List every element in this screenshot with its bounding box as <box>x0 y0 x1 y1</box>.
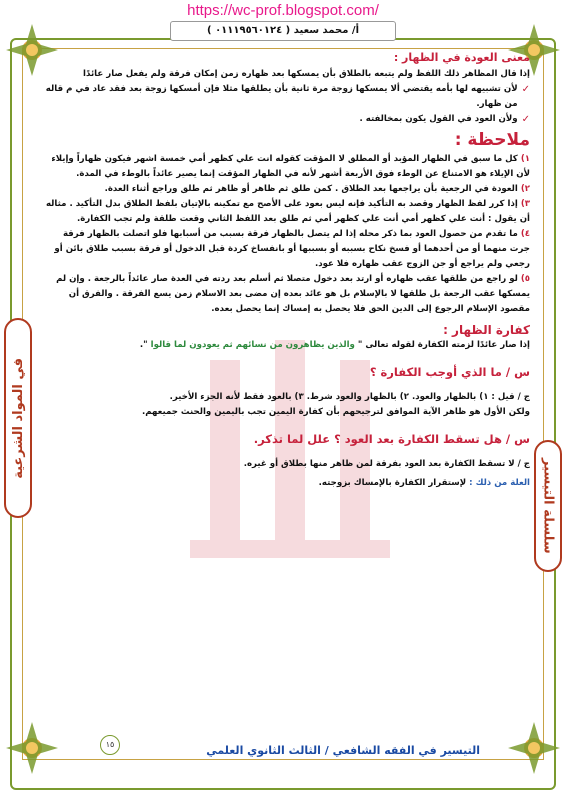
reason-label: العلة من ذلك : <box>469 478 530 488</box>
bullet-text: لأن تشبيهه لها بأمه يقتضي ألا يمسكها زوجة مرة ثانية بأن يطلقها مثلا فإن أمسكها زوجة بعد فقد عاد في م قاله من ظهار. <box>45 84 518 109</box>
list-item <box>40 82 530 112</box>
list-item <box>40 112 530 127</box>
side-tab-subjects <box>4 318 32 518</box>
note-item: ٥) لو راجع من طلقها عقب ظهاره أو ارتد بعد دخول متصلا ثم أسلم بعد ردته في العدة صار عائداً بالرجعة . وإن لم يمسكها عقب الرجعة بل طلقها لا بالإسلام بل هو عائد بعده إن مضى بعد الاسلام زمن يسع الفرقة . والفرق أن مقصود الإسلام الرجوع إلى الدين الحق فلا يحصل به إمساك إنما يحصل بعده. <box>56 274 530 314</box>
note-item: ٤) ما تقدم من حصول العود بما ذكر محله إذا لم يتصل بالظهار فرقة بسبب من أسبابها فلو اتصلت بالظهار فرقة جرت منهما أو من أحدهما أو فسخ نكاح بسببه أو بسببها أو بانفساخ كردة قبل الدخول أو فرقة بسبب طلاق بائن أو رجعي ولم يراجع أو جن الزوج عقب ظهاره فلا عود. <box>54 229 530 269</box>
section-title-return-meaning: معنى العودة في الظهار : <box>393 51 530 64</box>
kaffara-text: إذا صار عائدًا لزمته الكفارة لقوله تعالى " والذين يظاهرون من نسائهم ثم يعودون لما قالوا ". <box>139 340 530 350</box>
bullet-text: ولأن العود في القول يكون بمخالفته . <box>359 114 518 124</box>
quran-verse: والذين يظاهرون من نسائهم ثم يعودون لما قالوا <box>147 340 358 350</box>
question-1: س / ما الذي أوجب الكفارة ؟ <box>369 365 530 379</box>
check-icon: ✓ <box>521 84 530 95</box>
answer-2: ج / لا تسقط الكفارة بعد العود بفرقة لمن ظاهر منها بطلاق أو غيره. <box>243 459 530 469</box>
note-item: ٣) إذا كرر لفظ الظهار وقصد به التأكيد فإنه ليس بعود على الأصح مع تمكينه بالإتيان بلفظ الطلاق بدل التأكيد . مثاله أن يقول : أنت علي كظهر أمي أنت علي كظهر أمي ثم طلق بعد اللفظ الثاني وقعت طلقة ولم تجب الكفارة. <box>45 199 530 224</box>
question-2: س / هل تسقط الكفارة بعد العود ؟ علل لما تذكر. <box>253 432 530 446</box>
answer-1: ج / قيل : ١) بالظهار والعود. ٢) بالظهار والعود شرط. ٣) بالعود فقط لأنه الجزء الأخير. <box>169 392 530 402</box>
note-item: ١) كل ما سبق في الظهار المؤبد أو المطلق لا المؤقت كقوله انت علي كظهر أمي خمسة اشهر فيكون ظهاراً وإيلاء لأن الإيلاء هو الامتناع عن الوطء فوق الأربعة أشهر لأنه في الظهار المؤقت إنما يصير عائداً بالوطء في المدة. <box>51 154 530 179</box>
section-intro: إذا قال المظاهر ذلك اللفظ ولم يتبعه بالطلاق بأن يمسكها بعد ظهاره زمن إمكان فرقة ولم يفعل صار عائدًا <box>83 69 530 79</box>
note-item: ٢) العودة في الرجعية بأن يراجعها بعد الطلاق . كمن طلق ثم ظاهر أو ظاهر ثم طلق وراجع أثناء العدة. <box>104 184 530 194</box>
page-number: ١٥ <box>100 735 120 755</box>
footer-title: التيسير في الفقه الشافعي / الثالث الثانوي العلمي <box>206 744 480 757</box>
site-url[interactable]: https://wc-prof.blogspot.com/ <box>187 2 379 19</box>
answer-2-reason: العلة من ذلك : لإستقرار الكفارة بالإمساك بزوجته. <box>318 478 530 488</box>
main-content <box>40 50 530 491</box>
answer-1-followup: ولكن الأول هو ظاهر الآية الموافق لترجيحهم بأن كفارة اليمين تجب باليمين والحنث جميعهم. <box>141 407 530 417</box>
corner-ornament-icon <box>504 718 564 778</box>
kaffara-title: كفارة الظهار : <box>443 323 530 337</box>
side-tab-series <box>534 440 562 572</box>
side-tab-series-label: سلسلة التيسير <box>540 458 556 554</box>
check-icon: ✓ <box>521 114 530 125</box>
notes-title: ملاحظة : <box>454 130 530 150</box>
teacher-label: أ/ محمد سعيد ( ٠١١١٩٥٦٠١٢٤ ) <box>170 21 396 41</box>
side-tab-subjects-label: في المواد الشرعية <box>10 357 26 479</box>
